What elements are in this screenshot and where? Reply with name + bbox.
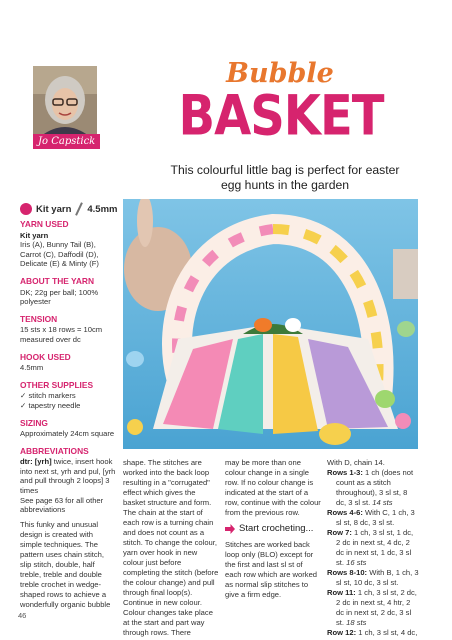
hook-used-heading: HOOK USED	[20, 351, 71, 362]
subtitle: This colourful little bag is perfect for easter egg hunts in the garden	[170, 163, 400, 192]
pattern-row: Rows 1-3: 1 ch (does not count as a stitch throughout), 3 sl st, 8 dc, 3 sl st. 14 sts	[327, 468, 414, 507]
pattern-row: Row 7: 1 ch, 3 sl st, 1 dc, 2 dc in next st, 4 dc, 2 dc in next st, 1 dc, 3 sl st. 16 sts	[327, 528, 414, 567]
sizing-text: Approximately 24cm square	[20, 429, 115, 439]
other-supplies-heading: OTHER SUPPLIES	[20, 379, 94, 390]
title-line2: BASKET	[178, 83, 384, 149]
kit-yarn-label: Kit yarn	[36, 203, 72, 215]
pattern-row: Rows 4-6: With C, 1 ch, 3 sl st, 8 dc, 3 sl st.	[327, 508, 415, 527]
sidebar	[20, 220, 118, 515]
abbreviations-heading: ABBREVIATIONS	[20, 445, 89, 456]
pattern-intro: With D, chain 14.	[327, 458, 385, 467]
about-yarn-text: DK; 22g per ball; 100% polyester	[20, 287, 99, 307]
title-line1: Bubble	[226, 58, 334, 89]
crochet-hook-icon	[76, 202, 84, 216]
start-crocheting-heading: Start crocheting...	[225, 524, 321, 534]
abbreviation-see-page: See page 63 for all other abbreviations	[20, 495, 104, 515]
arrow-right-icon	[225, 524, 235, 534]
pattern-row: Row 12: 1 ch, 3 sl st, 4 dc,	[327, 628, 418, 637]
colour-change-text: may be more than one colour change in a single row. If no colour change is indicated at the start of a row, continue with the colour from the previous row.	[225, 458, 321, 517]
page-number: 46	[18, 611, 27, 620]
yarn-used-name: Kit yarn	[20, 230, 49, 240]
pattern-row: Row 11: 1 ch, 3 sl st, 2 dc, 2 dc in next st, 4 htr, 2 dc in next st, 2 dc, 3 sl st. 18 sts	[327, 588, 417, 627]
hook-used-text: 4.5mm	[20, 363, 44, 373]
yarn-ball-icon	[20, 203, 32, 215]
author-name-tag: Jo Capstick	[33, 134, 100, 149]
intro-column-2: shape. The stitches are worked into the back loop resulting in a "corrugated" effect which gives the basket structure and form. The chain at the start of each row is a turning chain and does not count as a stitch. To change the colour, yarn over hook in new colour just before completing the stitch (before the colour change) and pull through final loop(s). Continue in new colour. Colour changes take place at the start and part way through rows. There	[123, 458, 219, 637]
intro-column-1: This funky and unusual design is created with simple techniques. The pattern uses chain stitch, slip stitch, double, half treble, treble and double treble crochet in wedge-shaped rows to achieve a wonderfully organic bubble	[20, 520, 111, 609]
abbreviation-dtr: dtr: [yrh] twice, insert hook into next st, yrh and pul, [yrh and pull through 2 loops] 3 times	[20, 457, 116, 496]
kit-hook-label: 4.5mm	[87, 203, 118, 215]
pattern-row: Rows 8-10: With B, 1 ch, 3 sl st, 10 dc, 3 sl st.	[327, 568, 419, 587]
author-photo	[33, 66, 97, 136]
basket-photo	[123, 199, 418, 449]
kit-line	[20, 202, 117, 216]
yarn-used-text: Iris (A), Bunny Tail (B), Carrot (C), Daffodil (D), Delicate (E) & Minty (F)	[20, 240, 99, 269]
pattern-rows-column	[327, 458, 419, 638]
tension-text: 15 sts x 18 rows = 10cm measured over dc	[20, 325, 103, 344]
supply-item: ✓ tapestry needle	[20, 400, 81, 410]
tension-heading: TENSION	[20, 313, 58, 324]
sizing-heading: SIZING	[20, 417, 48, 428]
instructions-column-3	[225, 458, 321, 600]
supply-item: ✓ stitch markers	[20, 391, 76, 401]
yarn-used-heading: YARN USED	[20, 219, 69, 229]
blo-note: Stitches are worked back loop only (BLO) except for the first and last sl st of each row which are worked as normal slip stitches to give a firm edge.	[225, 540, 318, 599]
about-yarn-heading: ABOUT THE YARN	[20, 275, 94, 286]
